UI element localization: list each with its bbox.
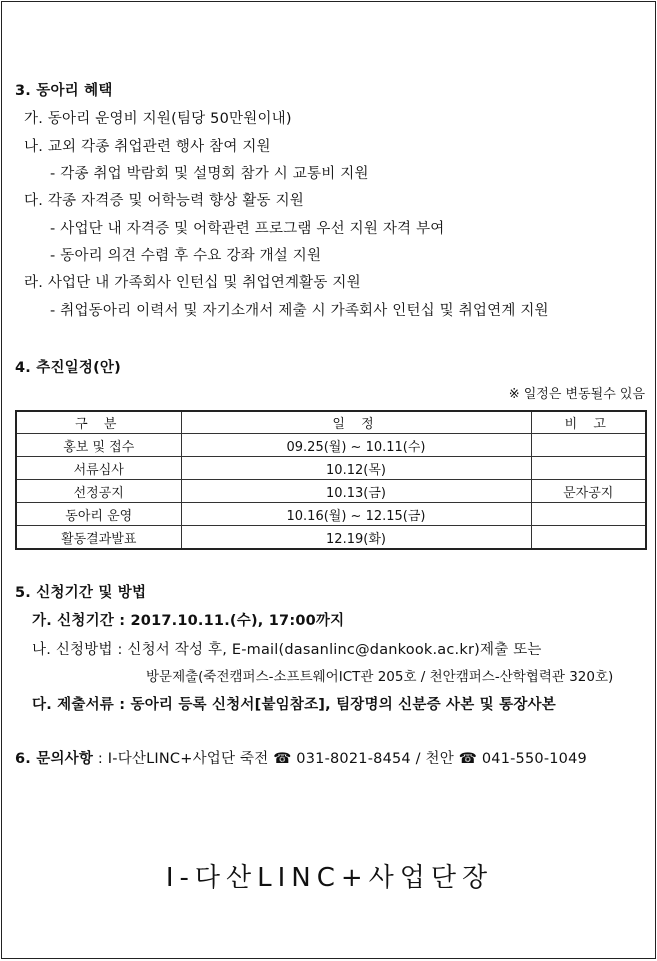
contact-info: : I-다산LINC+사업단 죽전 ☎ 031-8021-8454 / 천안 ☎ 041-550-1049 xyxy=(93,751,587,767)
section5-title: 5. 신청기간 및 방법 xyxy=(15,585,147,601)
section3-title: 3. 동아리 혜택 xyxy=(15,83,113,99)
issuer-signature: I-다산LINC+사업단장 xyxy=(165,863,494,893)
schedule-note: ※ 일정은 변동될수 있음 xyxy=(508,387,645,402)
cell-remarks: 문자공지 xyxy=(531,480,646,503)
required-documents: 다. 제출서류 : 동아리 등록 신청서[붙임참조], 팀장명의 신분증 사본 및 통장사본 xyxy=(32,697,556,713)
cell-remarks xyxy=(531,457,646,480)
sec3-item-c: 다. 각종 자격증 및 어학능력 향상 활동 지원 xyxy=(24,193,304,209)
header-remarks: 비 고 xyxy=(531,411,646,434)
application-method: 나. 신청방법 : 신청서 작성 후, E-mail(dasanlinc@dankook.ac.kr)제출 또는 xyxy=(32,642,542,658)
sec3-item-c-sub1: - 사업단 내 자격증 및 어학관련 프로그램 우선 지원 자격 부여 xyxy=(50,221,445,237)
cell-category: 홍보 및 접수 xyxy=(16,434,181,457)
sec3-item-a: 가. 동아리 운영비 지원(팀당 50만원이내) xyxy=(24,111,292,127)
cell-category: 동아리 운영 xyxy=(16,503,181,526)
section6-title: 6. 문의사항 xyxy=(15,751,94,767)
table-header-row xyxy=(16,411,646,434)
section6-contact xyxy=(15,747,587,768)
header-schedule: 일 정 xyxy=(181,411,531,434)
cell-category: 서류심사 xyxy=(16,457,181,480)
schedule-table xyxy=(15,410,647,550)
table-row xyxy=(16,434,646,457)
table-row xyxy=(16,457,646,480)
header-category: 구 분 xyxy=(16,411,181,434)
table-row xyxy=(16,526,646,550)
table-row xyxy=(16,480,646,503)
cell-schedule: 10.12(목) xyxy=(181,457,531,480)
sec3-item-c-sub2: - 동아리 의견 수렴 후 수요 강좌 개설 지원 xyxy=(50,248,322,264)
cell-remarks xyxy=(531,503,646,526)
sec3-item-d-sub: - 취업동아리 이력서 및 자기소개서 제출 시 가족회사 인턴십 및 취업연계 지원 xyxy=(50,303,549,319)
cell-schedule: 09.25(월) ~ 10.11(수) xyxy=(181,434,531,457)
cell-category: 활동결과발표 xyxy=(16,526,181,550)
cell-remarks xyxy=(531,434,646,457)
table-row xyxy=(16,503,646,526)
cell-schedule: 10.13(금) xyxy=(181,480,531,503)
application-method-visit: 방문제출(죽전캠퍼스-소프트웨어ICT관 205호 / 천안캠퍼스-산학협력관 320호) xyxy=(146,669,614,685)
cell-category: 선정공지 xyxy=(16,480,181,503)
cell-schedule: 10.16(월) ~ 12.15(금) xyxy=(181,503,531,526)
sec3-item-d: 라. 사업단 내 가족회사 인턴십 및 취업연계활동 지원 xyxy=(24,275,361,291)
sec3-item-b-sub: - 각종 취업 박람회 및 설명회 참가 시 교통비 지원 xyxy=(50,166,369,182)
sec3-item-b: 나. 교외 각종 취업관련 행사 참여 지원 xyxy=(24,139,271,155)
application-period: 가. 신청기간 : 2017.10.11.(수), 17:00까지 xyxy=(32,613,345,629)
document-page xyxy=(1,1,656,959)
cell-schedule: 12.19(화) xyxy=(181,526,531,550)
cell-remarks xyxy=(531,526,646,550)
section4-title: 4. 추진일정(안) xyxy=(15,360,121,376)
